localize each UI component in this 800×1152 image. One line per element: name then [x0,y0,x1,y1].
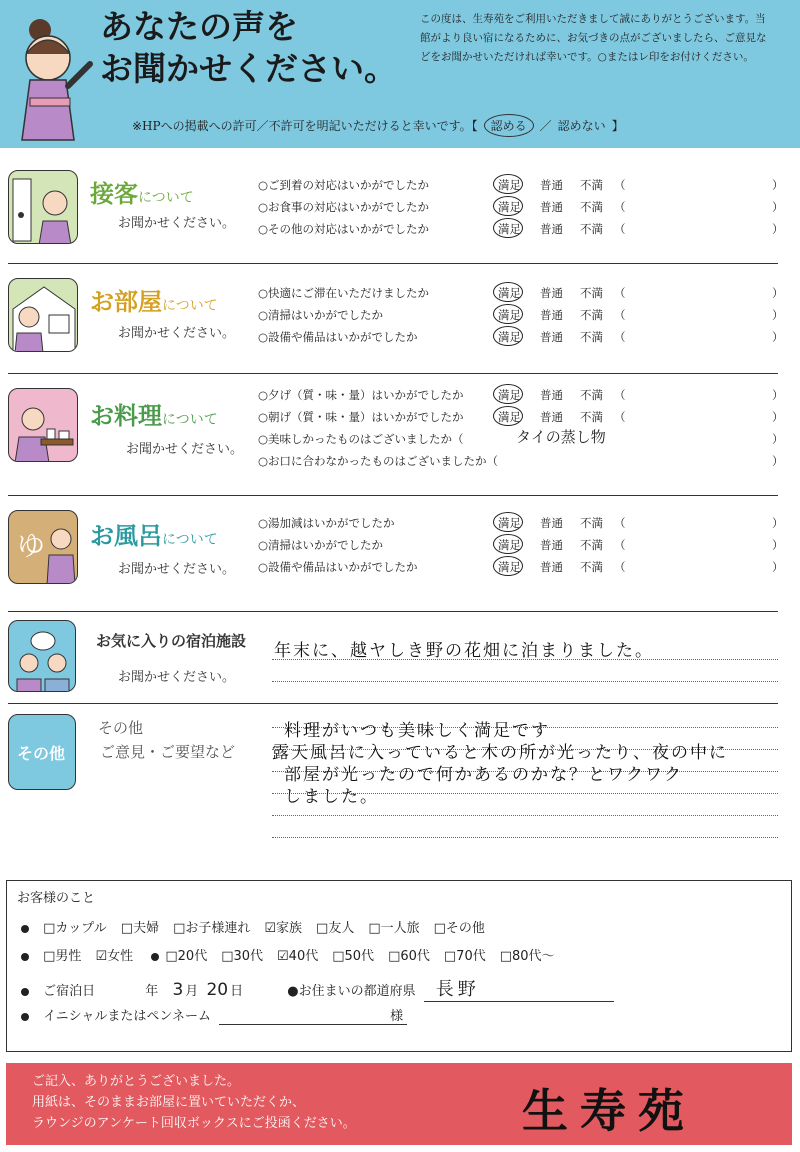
section-title: お部屋について [90,287,218,316]
section-subtitle: お聞かせください。 [118,216,236,231]
section-favorite [0,612,800,704]
favorite-dish-answer[interactable]: タイの蒸し物 [516,428,606,446]
companion-row [21,917,499,936]
option-ok[interactable]: 普通 [540,560,563,574]
footer-banner [6,1063,792,1145]
bullet-icon [21,925,29,933]
companion-option[interactable]: □カップル [43,921,107,936]
option-good[interactable]: 満足 [498,200,521,214]
companion-option[interactable]: □お子様連れ [173,921,251,936]
page-title: あなたの声を お聞かせください。 [100,7,397,88]
question-row: ○美味しかったものはございましたか（ タイの蒸し物 ） [258,428,784,446]
stay-row: ご宿泊日 年 3 月 20 日 ●お住まいの都道府県 長野 [21,975,628,1002]
option-ok[interactable]: 普通 [540,286,563,300]
room-icon [8,278,78,352]
companion-option[interactable]: □夫婦 [120,921,160,936]
gender-option[interactable]: □男性 [43,949,82,964]
customer-info [6,880,792,1052]
food-icon [8,388,78,462]
inn-logo: 生寿苑 [522,1084,696,1138]
host-illustration-icon [8,6,98,142]
intro-text: この度は、生寿苑をご利用いただきまして誠にありがとうございます。当館がより良い宿になるために、お気づきの点がございましたら、ご意見などをお聞かせいただければ幸いです。○またはレ印をお付けください。 [420,13,767,63]
age-option[interactable]: □20代 [165,949,208,964]
section-subtitle: お聞かせください。 [118,562,236,577]
question-row: ○清掃はいかがでしたか 満足 普通 不満 （ ） [258,304,788,326]
option-good[interactable]: 満足 [498,410,521,424]
option-good[interactable]: 満足 [498,516,521,530]
section-bath [0,496,800,612]
option-bad[interactable]: 不満 [580,222,603,236]
other-answer-line: 露天風呂に入っていると木の所が光ったり、夜の中に [272,743,728,763]
other-answer-line: 料理がいつも美味しく満足です [284,721,550,741]
section-title: 接客について [90,179,194,208]
option-bad[interactable]: 不満 [580,178,603,192]
bullet-icon [21,953,29,961]
option-ok[interactable]: 普通 [540,222,563,236]
other-icon-label: その他 [17,744,66,763]
bullet-icon [151,953,159,961]
section-title: お風呂について [90,521,218,550]
permission-no-option[interactable]: 認めない [557,119,606,133]
section-subtitle: お聞かせください。 [118,670,236,685]
other-answer-line: しました。 [284,787,379,807]
bullet-icon [21,988,29,996]
option-good[interactable]: 満足 [498,388,521,402]
age-option[interactable]: □30代 [221,949,264,964]
option-ok[interactable]: 普通 [540,200,563,214]
section-service [0,160,800,264]
question-row: ○お口に合わなかったものはございましたか（ ） [258,454,784,468]
option-bad[interactable]: 不満 [580,200,603,214]
section-room [0,264,800,374]
option-good[interactable]: 満足 [498,560,521,574]
section-food [0,374,800,496]
question-row: ○夕げ（質・味・量）はいかがでしたか 満足 普通 不満 （ ） [258,384,788,406]
companion-option[interactable]: □その他 [433,921,485,936]
name-row: イニシャルまたはペンネーム 様 [21,1005,421,1025]
svg-text:ゆ: ゆ [17,529,46,562]
section-title: お料理について [90,401,218,430]
companion-option[interactable]: □一人旅 [368,921,420,936]
question-row: ○その他の対応はいかがでしたか 満足 普通 不満 （ ） [258,218,788,240]
age-option[interactable]: ☑40代 [277,949,319,964]
option-good[interactable]: 満足 [498,308,521,322]
option-bad[interactable]: 不満 [580,308,603,322]
option-ok[interactable]: 普通 [540,388,563,402]
option-bad[interactable]: 不満 [580,330,603,344]
bullet-icon [21,1013,29,1021]
option-good[interactable]: 満足 [498,178,521,192]
thanks-message: ご記入、ありがとうございました。 用紙は、そのままお部屋に置いていただくか、 ラウンジのアンケート回収ボックスにご投函ください。 [32,1074,356,1131]
age-option[interactable]: □80代〜 [499,949,555,964]
section-subtitle: お聞かせください。 [126,442,244,457]
option-bad[interactable]: 不満 [580,538,603,552]
option-ok[interactable]: 普通 [540,178,563,192]
favorite-answer[interactable]: 年末に、越ヤしき野の花畑に泊まりました。 [274,641,654,661]
section-title: お気に入りの宿泊施設 [96,632,247,650]
option-good[interactable]: 満足 [498,286,521,300]
permission-yes-option[interactable]: 認める [484,114,534,137]
publish-permission: ※HPへの掲載への許可／不許可を明記いただけると幸いです。【 認める ／ 認めない 】 [132,114,630,137]
gender-age-row [21,945,569,964]
service-icon [8,170,78,244]
chat-icon [8,620,76,692]
stay-day[interactable]: 20 [206,980,229,1000]
option-ok[interactable]: 普通 [540,330,563,344]
option-ok[interactable]: 普通 [540,308,563,322]
customer-label: お客様のこと [17,891,96,906]
other-title: その他 ご意見・ご要望など [98,719,236,761]
stay-month[interactable]: 3 [172,980,184,1000]
question-row: ○ご到着の対応はいかがでしたか 満足 普通 不満 （ ） [258,174,788,196]
question-row: ○設備や備品はいかがでしたか 満足 普通 不満 （ ） [258,326,788,348]
prefecture-field[interactable]: 長野 [424,975,614,1002]
option-good[interactable]: 満足 [498,538,521,552]
option-good[interactable]: 満足 [498,330,521,344]
option-bad[interactable]: 不満 [580,286,603,300]
option-ok[interactable]: 普通 [540,410,563,424]
name-field[interactable]: 様 [219,1005,407,1025]
header-banner [0,0,800,148]
companion-option[interactable]: ☑家族 [264,921,303,936]
companion-option[interactable]: □友人 [316,921,355,936]
other-icon [8,714,76,790]
question-row: ○湯加減はいかがでしたか 満足 普通 不満 （ ） [258,512,788,534]
section-other [0,704,800,874]
option-bad[interactable]: 不満 [580,560,603,574]
age-option[interactable]: □70代 [443,949,486,964]
option-bad[interactable]: 不満 [580,388,603,402]
bath-icon [8,510,78,584]
option-ok[interactable]: 普通 [540,516,563,530]
question-row: ○快適にご滞在いただけましたか 満足 普通 不満 （ ） [258,282,788,304]
section-subtitle: お聞かせください。 [118,326,236,341]
age-option[interactable]: □50代 [332,949,375,964]
age-option[interactable]: □60代 [388,949,430,964]
question-row: ○お食事の対応はいかがでしたか 満足 普通 不満 （ ） [258,196,788,218]
question-row: ○清掃はいかがでしたか 満足 普通 不満 （ ） [258,534,788,556]
question-row: ○設備や備品はいかがでしたか 満足 普通 不満 （ ） [258,556,788,578]
question-row: ○朝げ（質・味・量）はいかがでしたか 満足 普通 不満 （ ） [258,406,788,428]
other-answer[interactable] [272,720,740,808]
option-bad[interactable]: 不満 [580,410,603,424]
option-ok[interactable]: 普通 [540,538,563,552]
option-good[interactable]: 満足 [498,222,521,236]
gender-option[interactable]: ☑女性 [95,949,134,964]
option-bad[interactable]: 不満 [580,516,603,530]
other-answer-line: 部屋が光ったので何かあるのかな？とワクワク [284,765,683,785]
